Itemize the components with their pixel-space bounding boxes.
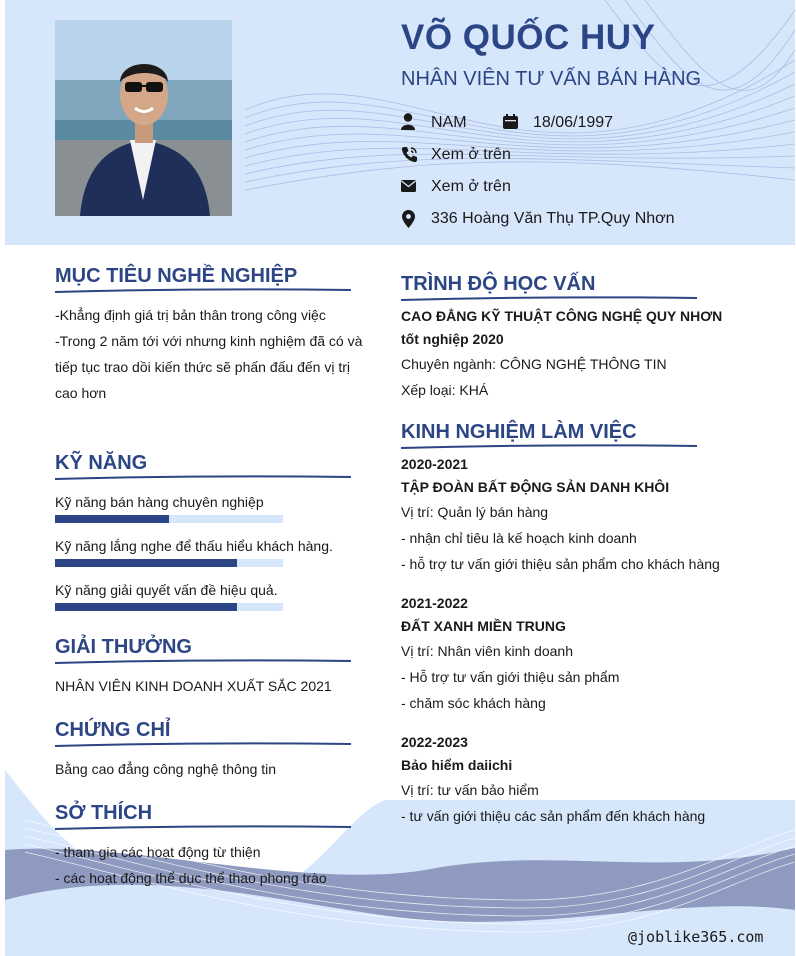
person-icon [401,113,415,130]
job-company: ĐẤT XANH MIỀN TRUNG [401,618,566,634]
address-value: 336 Hoàng Văn Thụ TP.Quy Nhơn [431,210,675,227]
skill-label: Kỹ năng lắng nghe để thấu hiểu khách hàng. [55,538,333,554]
job-years: 2022-2023 [401,734,468,750]
objective-line-3: tiếp tục trao dồi kiến thức sẽ phấn đấu đến vị trị [55,359,350,375]
job-company: TẬP ĐOÀN BẤT ĐỘNG SẢN DANH KHÔI [401,479,670,495]
objective-underline [55,288,351,294]
job-years: 2021-2022 [401,595,468,611]
experience-underline [401,444,697,450]
job-duty: - chăm sóc khách hàng [401,695,546,711]
education-school: CAO ĐẲNG KỸ THUẬT CÔNG NGHỆ QUY NHƠN [401,308,723,324]
objective-heading: MỤC TIÊU NGHỀ NGHIỆP [55,265,298,287]
job-position: Vị trí: Quản lý bán hàng [401,504,549,520]
skill-bar [55,603,283,611]
education-heading: TRÌNH ĐỘ HỌC VẤN [401,273,596,295]
awards-text: NHÂN VIÊN KINH DOANH XUẤT SẮC 2021 [55,678,332,694]
job-company: Bảo hiểm daiichi [401,757,513,773]
objective-line-2: -Trong 2 năm tới với nhưng kinh nghiệm đã có và [55,333,363,349]
job-duty: - Hỗ trợ tư vấn giới thiệu sản phẩm [401,669,620,685]
phone-icon [401,146,418,163]
education-underline [401,296,697,302]
skill-bar-fill [55,559,237,567]
objective-line-1: -Khẳng định giá trị bản thân trong công việc [55,307,326,323]
skill-label: Kỹ năng bán hàng chuyên nghiệp [55,494,264,510]
job-duty: - nhận chỉ tiêu là kế hoạch kinh doanh [401,530,637,546]
awards-underline [55,659,351,665]
birthdate-value: 18/06/1997 [533,114,614,131]
job-position: Vị trí: Nhân viên kinh doanh [401,643,573,659]
education-rank: Xếp loại: KHÁ [401,382,489,398]
education-major: Chuyên ngành: CÔNG NGHỆ THÔNG TIN [401,356,667,372]
awards-heading: GIẢI THƯỞNG [55,636,192,658]
job-duty: - tư vấn giới thiệu các sản phẩm đến khách hàng [401,808,706,824]
email-value: Xem ở trên [431,178,511,195]
hobbies-heading: SỞ THÍCH [55,802,153,824]
calendar-icon [503,114,518,129]
cv-header [5,0,795,245]
skill-bar [55,559,283,567]
job-years: 2020-2021 [401,456,468,472]
gender-value: NAM [431,114,467,131]
certificates-heading: CHỨNG CHỈ [55,719,171,741]
job-position: Vị trí: tư vấn bảo hiểm [401,782,539,798]
hobbies-line-2: - các hoạt động thể dục thể thao phong trào [55,870,327,886]
skill-bar [55,515,283,523]
education-graduated: tốt nghiệp 2020 [401,331,504,347]
watermark: @joblike365.com [628,928,764,946]
skill-bar-fill [55,603,237,611]
skill-bar-fill [55,515,169,523]
map-pin-icon [402,210,415,228]
skills-underline [55,475,351,481]
hobbies-underline [55,825,351,831]
job-duty: - hỗ trợ tư vấn giới thiệu sản phẩm cho khách hàng [401,556,720,572]
certificates-underline [55,742,351,748]
objective-line-4: cao hơn [55,385,107,401]
candidate-job-title: NHÂN VIÊN TƯ VẤN BÁN HÀNG [401,68,702,90]
profile-photo [55,20,232,216]
cv-page [5,0,795,956]
certificates-text: Bằng cao đẳng công nghệ thông tin [55,761,277,777]
skills-heading: KỸ NĂNG [55,452,148,474]
hobbies-line-1: - tham gia các hoạt động từ thiện [55,844,261,860]
skill-label: Kỹ năng giải quyết vấn đề hiệu quả. [55,582,278,598]
candidate-name: VÕ QUỐC HUY [401,18,656,57]
envelope-icon [401,180,416,192]
phone-value: Xem ở trên [431,146,511,163]
experience-heading: KINH NGHIỆM LÀM VIỆC [401,421,637,443]
